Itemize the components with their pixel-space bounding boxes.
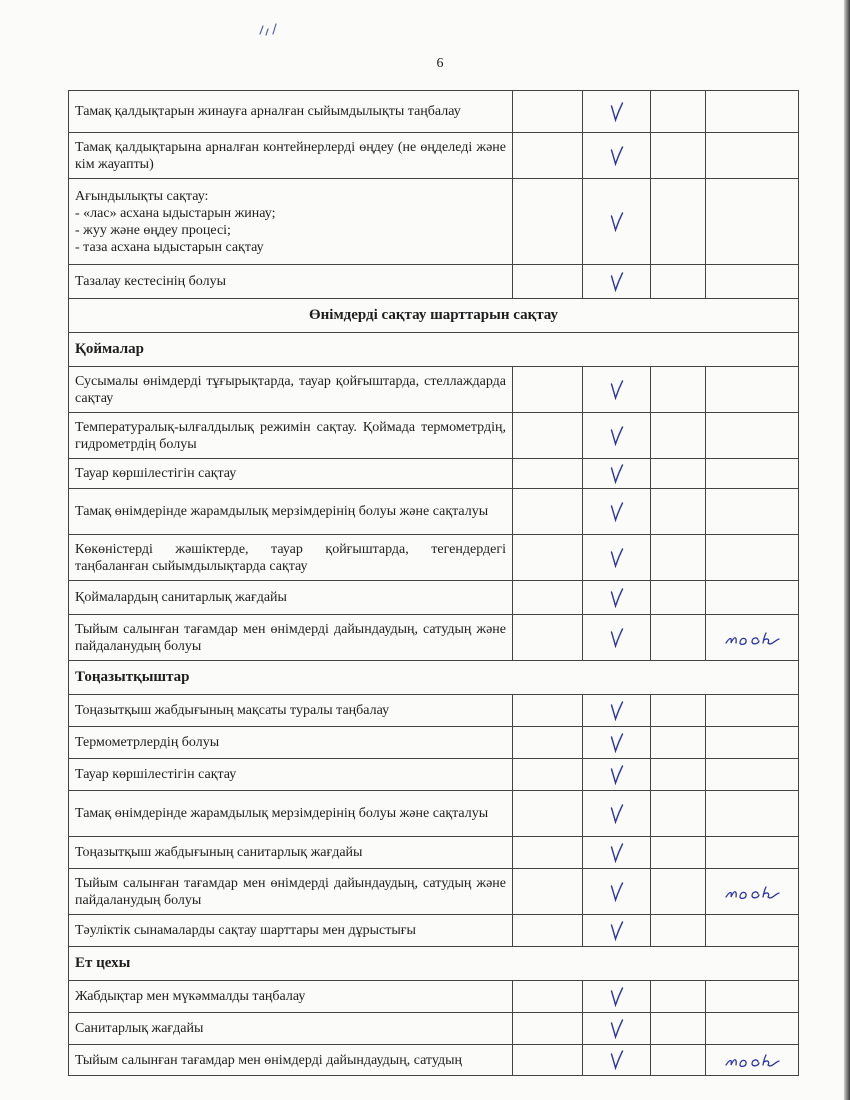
- subheading-row: [69, 947, 799, 981]
- empty-cell: [651, 869, 706, 915]
- mark-cell: [583, 695, 651, 727]
- requirement-label: Сусымалы өнімдерді тұғырықтарда, тауар қойғыштарда, стеллаждарда сақтау: [75, 373, 506, 406]
- requirement-subitem: - жуу және өңдеу процесі;: [75, 222, 231, 238]
- mark-cell: [583, 133, 651, 179]
- checklist-row: [69, 695, 799, 727]
- empty-cell: [651, 133, 706, 179]
- requirement-label: Тыйым салынған тағамдар мен өнімдерді дайындаудың, сатудың: [75, 1052, 463, 1068]
- note-cell: [706, 413, 799, 459]
- checklist-row: [69, 581, 799, 615]
- checkmark-icon: [610, 146, 624, 166]
- checkmark-icon: [610, 272, 624, 292]
- checkmark-icon: [610, 921, 624, 941]
- handwritten-note: [722, 881, 782, 903]
- empty-cell: [651, 981, 706, 1013]
- note-cell: [706, 869, 799, 915]
- requirement-text: [69, 727, 513, 759]
- requirement-text: [69, 489, 513, 535]
- empty-cell: [651, 837, 706, 869]
- requirement-label: Термометрлердің болуы: [75, 735, 220, 750]
- requirement-label: Тамақ қалдықтарын жинауға арналған сыйымдылықты таңбалау: [75, 104, 461, 119]
- note-cell: [706, 367, 799, 413]
- empty-cell: [513, 837, 583, 869]
- checkmark-icon: [610, 502, 624, 522]
- pen-scribble-mark: [256, 20, 286, 40]
- requirement-label: Тыйым салынған тағамдар мен өнімдерді дайындаудың, сатудың және пайдаланудың болуы: [75, 875, 506, 908]
- note-cell: [706, 615, 799, 661]
- checklist-row: [69, 791, 799, 837]
- requirement-text: [69, 1045, 513, 1076]
- checklist-row: [69, 367, 799, 413]
- note-cell: [706, 759, 799, 791]
- mark-cell: [583, 837, 651, 869]
- note-cell: [706, 179, 799, 265]
- mark-cell: [583, 981, 651, 1013]
- checklist-row: [69, 1045, 799, 1076]
- checkmark-icon: [610, 212, 624, 232]
- requirement-label: Тамақ өнімдерінде жарамдылық мерзімдерінің болуы және сақталуы: [75, 806, 489, 821]
- note-cell: [706, 695, 799, 727]
- note-cell: [706, 1013, 799, 1045]
- requirement-label: Тамақ өнімдерінде жарамдылық мерзімдерінің болуы және сақталуы: [75, 504, 489, 519]
- mark-cell: [583, 413, 651, 459]
- empty-cell: [651, 413, 706, 459]
- checklist-row: [69, 413, 799, 459]
- requirement-text: [69, 133, 513, 179]
- checklist-row: [69, 869, 799, 915]
- requirement-subitem: - таза асхана ыдыстарын сақтау: [75, 239, 264, 255]
- note-cell: [706, 535, 799, 581]
- empty-cell: [651, 459, 706, 489]
- checkmark-icon: [610, 1050, 624, 1070]
- mark-cell: [583, 1045, 651, 1076]
- requirement-text: [69, 981, 513, 1013]
- empty-cell: [651, 1013, 706, 1045]
- requirement-text: [69, 265, 513, 299]
- empty-cell: [513, 915, 583, 947]
- checkmark-icon: [610, 1019, 624, 1039]
- empty-cell: [651, 615, 706, 661]
- checkmark-icon: [610, 765, 624, 785]
- requirement-label: Тәуліктік сынамаларды сақтау шарттары мен дұрыстығы: [75, 923, 416, 938]
- mark-cell: [583, 727, 651, 759]
- page-edge-shadow: [844, 0, 850, 1100]
- checkmark-icon: [610, 987, 624, 1007]
- requirement-text: [69, 535, 513, 581]
- checklist-row: [69, 91, 799, 133]
- checklist-row: [69, 1013, 799, 1045]
- subheading-row: [69, 333, 799, 367]
- subsection-heading: Қоймалар: [69, 333, 799, 367]
- checkmark-icon: [610, 733, 624, 753]
- empty-cell: [651, 367, 706, 413]
- requirement-label: Санитарлық жағдайы: [75, 1021, 204, 1036]
- checklist-row: [69, 615, 799, 661]
- checklist-row: [69, 459, 799, 489]
- checkmark-icon: [610, 380, 624, 400]
- empty-cell: [651, 1045, 706, 1076]
- empty-cell: [513, 91, 583, 133]
- empty-cell: [513, 581, 583, 615]
- handwritten-note: [722, 627, 782, 649]
- empty-cell: [651, 695, 706, 727]
- mark-cell: [583, 581, 651, 615]
- mark-cell: [583, 91, 651, 133]
- empty-cell: [651, 91, 706, 133]
- checkmark-icon: [610, 804, 624, 824]
- requirement-text: [69, 869, 513, 915]
- requirement-text: [69, 837, 513, 869]
- empty-cell: [513, 265, 583, 299]
- checkmark-icon: [610, 464, 624, 484]
- handwritten-note: [722, 1049, 782, 1071]
- requirement-text: [69, 695, 513, 727]
- mark-cell: [583, 915, 651, 947]
- checkmark-icon: [610, 701, 624, 721]
- note-cell: [706, 459, 799, 489]
- empty-cell: [513, 367, 583, 413]
- empty-cell: [651, 791, 706, 837]
- empty-cell: [513, 759, 583, 791]
- requirement-sublist: [75, 205, 506, 256]
- checkmark-icon: [610, 426, 624, 446]
- heading-row: [69, 299, 799, 333]
- empty-cell: [513, 489, 583, 535]
- note-cell: [706, 581, 799, 615]
- mark-cell: [583, 179, 651, 265]
- empty-cell: [513, 413, 583, 459]
- empty-cell: [651, 759, 706, 791]
- checklist-row: [69, 535, 799, 581]
- requirement-text: [69, 367, 513, 413]
- mark-cell: [583, 615, 651, 661]
- checkmark-icon: [610, 102, 624, 122]
- requirement-text: [69, 413, 513, 459]
- checklist-row: [69, 179, 799, 265]
- requirement-label: Тоңазытқыш жабдығының санитарлық жағдайы: [75, 845, 363, 860]
- empty-cell: [513, 133, 583, 179]
- requirement-text: [69, 915, 513, 947]
- requirement-text: [69, 91, 513, 133]
- checklist-row: [69, 265, 799, 299]
- mark-cell: [583, 489, 651, 535]
- subsection-heading: Ет цехы: [69, 947, 799, 981]
- requirement-label: Көкөністерді жәшіктерде, тауар қойғыштарда, тегендердегі таңбаланған сыйымдылықтарда сақтау: [75, 541, 506, 574]
- checkmark-icon: [610, 548, 624, 568]
- checklist-row: [69, 981, 799, 1013]
- empty-cell: [513, 727, 583, 759]
- note-cell: [706, 915, 799, 947]
- requirement-label: Тыйым салынған тағамдар мен өнімдерді дайындаудың, сатудың және пайдаланудың болуы: [75, 621, 506, 654]
- requirement-text: [69, 179, 513, 265]
- empty-cell: [513, 1013, 583, 1045]
- empty-cell: [651, 581, 706, 615]
- subsection-heading: Тоңазытқыштар: [69, 661, 799, 695]
- subheading-row: [69, 661, 799, 695]
- empty-cell: [513, 1045, 583, 1076]
- inspection-checklist-table: [68, 90, 799, 1076]
- requirement-text: [69, 581, 513, 615]
- note-cell: [706, 265, 799, 299]
- checkmark-icon: [610, 628, 624, 648]
- empty-cell: [513, 981, 583, 1013]
- requirement-text: [69, 1013, 513, 1045]
- mark-cell: [583, 791, 651, 837]
- empty-cell: [651, 265, 706, 299]
- requirement-subitem: - «лас» асхана ыдыстарын жинау;: [75, 205, 276, 221]
- empty-cell: [513, 179, 583, 265]
- note-cell: [706, 489, 799, 535]
- empty-cell: [513, 791, 583, 837]
- empty-cell: [651, 915, 706, 947]
- requirement-text: [69, 759, 513, 791]
- requirement-label: Қоймалардың санитарлық жағдайы: [75, 590, 287, 605]
- empty-cell: [513, 695, 583, 727]
- requirement-label: Тамақ қалдықтарына арналған контейнерлерді өңдеу (не өңделеді және кім жауапты): [75, 139, 506, 172]
- checkmark-icon: [610, 882, 624, 902]
- note-cell: [706, 837, 799, 869]
- page-number: 6: [436, 56, 444, 71]
- checkmark-icon: [610, 588, 624, 608]
- note-cell: [706, 1045, 799, 1076]
- empty-cell: [651, 727, 706, 759]
- requirement-text: [69, 615, 513, 661]
- empty-cell: [513, 869, 583, 915]
- mark-cell: [583, 459, 651, 489]
- requirement-label: Тазалау кестесінің болуы: [75, 274, 226, 289]
- checklist-row: [69, 489, 799, 535]
- mark-cell: [583, 1013, 651, 1045]
- note-cell: [706, 727, 799, 759]
- checkmark-icon: [610, 843, 624, 863]
- checklist-row: [69, 727, 799, 759]
- requirement-label: Тоңазытқыш жабдығының мақсаты туралы таңбалау: [75, 703, 390, 718]
- empty-cell: [513, 459, 583, 489]
- requirement-text: [69, 791, 513, 837]
- empty-cell: [513, 535, 583, 581]
- checklist-row: [69, 837, 799, 869]
- section-heading: Өнімдерді сақтау шарттарын сақтау: [69, 299, 799, 333]
- checklist-row: [69, 133, 799, 179]
- mark-cell: [583, 367, 651, 413]
- mark-cell: [583, 759, 651, 791]
- mark-cell: [583, 265, 651, 299]
- mark-cell: [583, 535, 651, 581]
- requirement-label: Тауар көршілестігін сақтау: [75, 466, 237, 481]
- note-cell: [706, 91, 799, 133]
- note-cell: [706, 133, 799, 179]
- requirement-label: Жабдықтар мен мүкәммалды таңбалау: [75, 989, 306, 1004]
- note-cell: [706, 981, 799, 1013]
- requirement-label: Тауар көршілестігін сақтау: [75, 767, 237, 782]
- requirement-text: [69, 459, 513, 489]
- empty-cell: [651, 535, 706, 581]
- checklist-row: [69, 759, 799, 791]
- empty-cell: [513, 615, 583, 661]
- empty-cell: [651, 179, 706, 265]
- requirement-label: Температуралық-ылғалдылық режимін сақтау. Қоймада термометрдің, гидрометрдің болуы: [75, 419, 506, 452]
- checklist-row: [69, 915, 799, 947]
- mark-cell: [583, 869, 651, 915]
- note-cell: [706, 791, 799, 837]
- empty-cell: [651, 489, 706, 535]
- requirement-label: Ағындылықты сақтау:: [75, 188, 209, 204]
